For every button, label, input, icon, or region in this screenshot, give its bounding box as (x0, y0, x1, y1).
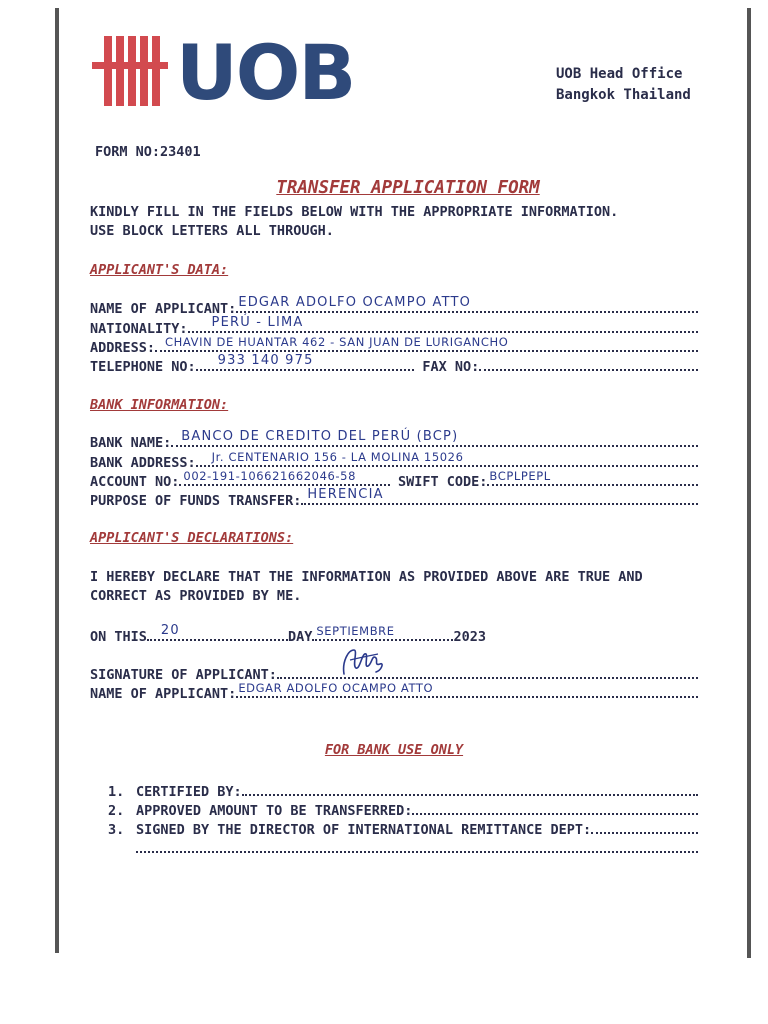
applicant-name-confirm-value: EDGAR ADOLFO OCAMPO ATTO (238, 681, 434, 695)
applicant-name-confirm-row (90, 682, 698, 702)
declaration-text-line-1: I HEREBY DECLARE THAT THE INFORMATION AS PROVIDED ABOVE ARE TRUE AND (90, 569, 643, 585)
applicant-signature (338, 644, 388, 680)
form-title: TRANSFER APPLICATION FORM (276, 178, 540, 198)
applicant-name-label: NAME OF APPLICANT: (90, 301, 237, 317)
signature-row (90, 663, 698, 683)
applicant-name-confirm-label: NAME OF APPLICANT: (90, 686, 237, 702)
instruction-line-1: KINDLY FILL IN THE FIELDS BELOW WITH THE APPROPRIATE INFORMATION. (90, 204, 619, 220)
swift-code-label: SWIFT CODE: (398, 474, 488, 490)
head-office-address (556, 64, 691, 106)
bank-name-field[interactable] (171, 431, 698, 447)
bank-use-item-number: 1. (108, 784, 125, 800)
bank-information-heading: BANK INFORMATION: (90, 397, 229, 413)
bank-address-value: Jr. CENTENARIO 156 - LA MOLINA 15026 (211, 450, 464, 464)
swift-code-field[interactable] (487, 470, 698, 486)
director-signature-field-continued[interactable] (136, 837, 698, 853)
bank-address-row (90, 451, 698, 471)
bank-address-label: BANK ADDRESS: (90, 455, 196, 471)
uob-logo-text: UOB (176, 36, 355, 106)
year-value[interactable]: 2023 (453, 629, 486, 645)
nationality-field[interactable] (188, 317, 698, 333)
bank-name-row (90, 431, 698, 451)
fax-label: FAX NO: (422, 359, 480, 375)
declaration-text-line-2: CORRECT AS PROVIDED BY ME. (90, 588, 302, 604)
nationality-label: NATIONALITY: (90, 321, 188, 337)
telephone-value: 933 140 975 (217, 353, 314, 368)
day-field[interactable] (147, 625, 288, 641)
director-signature-continuation (136, 837, 698, 857)
bank-use-item (108, 799, 698, 819)
purpose-row (90, 489, 698, 509)
account-swift-row (90, 470, 698, 490)
telephone-fax-row (90, 355, 698, 375)
nationality-value: PERÚ - LIMA (211, 315, 304, 330)
certified-by-field[interactable] (242, 780, 698, 796)
bank-use-item-number: 3. (108, 822, 125, 838)
account-label: ACCOUNT NO: (90, 474, 180, 490)
account-value: 002-191-106621662046-58 (183, 469, 356, 483)
applicant-name-row (90, 297, 698, 317)
bank-address-field[interactable] (196, 451, 698, 467)
director-signature-label: SIGNED BY THE DIRECTOR OF INTERNATIONAL REMITTANCE DEPT: (136, 822, 592, 838)
day-label: DAY (288, 629, 313, 645)
applicant-declarations-heading: APPLICANT'S DECLARATIONS: (90, 530, 294, 546)
month-value: SEPTIEMBRE (316, 624, 395, 638)
purpose-value: HERENCIA (307, 487, 384, 502)
uob-logo-mark (92, 36, 168, 106)
address-row (90, 336, 698, 356)
month-field[interactable] (312, 625, 453, 641)
address-label: ADDRESS: (90, 340, 156, 356)
telephone-label: TELEPHONE NO: (90, 359, 196, 375)
purpose-label: PURPOSE OF FUNDS TRANSFER: (90, 493, 302, 509)
instruction-line-2: USE BLOCK LETTERS ALL THROUGH. (90, 223, 334, 239)
nationality-row (90, 317, 698, 337)
account-field[interactable] (179, 470, 390, 486)
fax-field[interactable] (479, 355, 698, 371)
director-signature-field[interactable] (591, 818, 698, 834)
address-value: CHAVIN DE HUANTAR 462 - SAN JUAN DE LURIGANCHO (165, 335, 509, 349)
applicant-name-value: EDGAR ADOLFO OCAMPO ATTO (238, 295, 472, 310)
purpose-field[interactable] (301, 489, 698, 505)
swift-code-value: BCPLPEPL (489, 469, 551, 483)
approved-amount-label: APPROVED AMOUNT TO BE TRANSFERRED: (136, 803, 413, 819)
form-number: FORM NO:23401 (95, 144, 201, 160)
applicant-data-heading: APPLICANT'S DATA: (90, 262, 229, 278)
bank-name-value: BANCO DE CREDITO DEL PERÚ (BCP) (181, 429, 459, 444)
scan-border-left (55, 8, 59, 953)
bank-use-item-number: 2. (108, 803, 125, 819)
day-value: 20 (160, 623, 180, 638)
certified-by-label: CERTIFIED BY: (136, 784, 242, 800)
head-office-line: UOB Head Office (556, 66, 683, 82)
approved-amount-field[interactable] (412, 799, 698, 815)
head-office-city: Bangkok Thailand (556, 87, 691, 103)
uob-logo (92, 36, 356, 106)
bank-use-item (108, 818, 698, 838)
bank-use-only-heading: FOR BANK USE ONLY (324, 742, 464, 758)
bank-use-item (108, 780, 698, 800)
applicant-name-field[interactable] (236, 297, 698, 313)
telephone-field[interactable] (196, 355, 415, 371)
applicant-name-confirm-field[interactable] (236, 682, 698, 698)
scan-border-right (747, 8, 751, 958)
date-row (90, 625, 486, 645)
signature-label: SIGNATURE OF APPLICANT: (90, 667, 277, 683)
bank-name-label: BANK NAME: (90, 435, 172, 451)
on-this-label: ON THIS (90, 629, 147, 645)
address-field[interactable] (155, 336, 698, 352)
